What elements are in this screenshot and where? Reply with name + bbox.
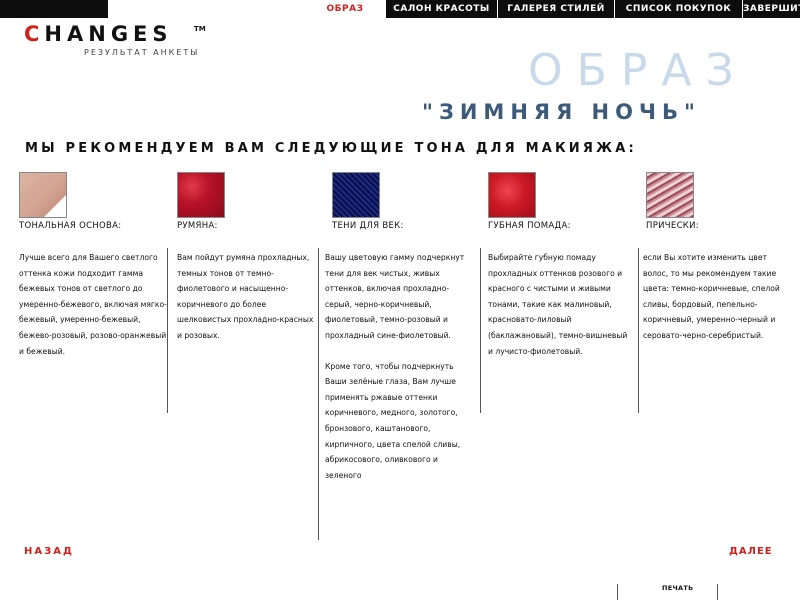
logo-wordmark (24, 22, 173, 46)
next-button[interactable]: ДАЛЕЕ (729, 546, 773, 557)
foundation-label: ТОНАЛЬНАЯ ОСНОВА: (19, 221, 122, 231)
blush-label: РУМЯНА: (177, 221, 218, 231)
foundation-text (19, 250, 169, 374)
logo-trademark: TM (194, 25, 206, 33)
eyeshadow-paragraph-1: Вашу цветовую гамму подчеркнут тени для век чистых, живых оттенков, включая прохладно-серый, черно-коричневый, фиолетовый, темно-розовый и прохладный сине-фиолетовый. (325, 253, 465, 340)
eyeshadow-column (325, 172, 482, 480)
lipstick-text (488, 250, 633, 374)
eyeshadow-paragraph-2: Кроме того, чтобы подчеркнуть Ваши зелёные глаза, Вам лучше применять ржавые оттенки коричневого, медного, золотого, бронзового, каштанового, кирпичного, цвета спелой сливы, абрикосового, оливкового и зеленого (325, 361, 461, 480)
nav-tab-obraz[interactable]: ОБРАЗ (304, 0, 386, 18)
nav-tab-shopping-list[interactable]: СПИСОК ПОКУПОК (614, 0, 742, 18)
column-divider (167, 248, 168, 413)
eyeshadow-text (325, 250, 470, 498)
nav-finish-button[interactable]: ЗАВЕРШИТЬ (742, 0, 800, 18)
changes-logo (24, 22, 206, 57)
lipstick-swatch (488, 172, 536, 218)
logo-subtitle: РЕЗУЛЬТАТ АНКЕТЫ (84, 48, 200, 57)
recommendation-heading: МЫ РЕКОМЕНДУЕМ ВАМ СЛЕДУЮЩИЕ ТОНА ДЛЯ МАКИЯЖА: (25, 141, 637, 156)
blush-column (177, 172, 327, 340)
nav-tab-beauty-salon[interactable]: САЛОН КРАСОТЫ (386, 0, 497, 18)
footer-divider (617, 584, 618, 600)
lipstick-label: ГУБНАЯ ПОМАДА: (488, 221, 571, 231)
blush-swatch (177, 172, 225, 218)
blush-paragraph: Вам пойдут румяна прохладных, темных тонов от темно-фиолетового и насыщенно-коричневого до более шелковистых прохладно-красных и розовых. (177, 253, 314, 340)
logo-rest: HANGES (44, 22, 173, 46)
look-name: "ЗИМНЯЯ НОЧЬ" (422, 100, 701, 124)
column-divider (480, 248, 481, 413)
foundation-paragraph: Лучше всего для Вашего светлого оттенка кожи подходит гамма бежевых тонов от светлого до умеренно-бежевого, включая мягко-бежевый, умеренно-бежевый, бежево-розовый, розово-оранжевый и бежевый. (19, 253, 167, 356)
eyeshadow-swatch (332, 172, 380, 218)
column-divider (318, 248, 319, 540)
back-button[interactable]: НАЗАД (24, 546, 74, 557)
nav-filler (0, 0, 108, 18)
foundation-swatch (19, 172, 67, 218)
lipstick-column (488, 172, 638, 356)
page-title: ОБРАЗ (528, 45, 748, 96)
print-button[interactable]: ПЕЧАТЬ (662, 584, 694, 592)
blush-text (177, 250, 320, 359)
foundation-column (19, 172, 169, 356)
hair-paragraph: если Вы хотите изменить цвет волос, то мы рекомендуем такие цвета: темно-коричневые, спелой сливы, бордовый, пепельно-коричневый, умеренно-черный и серовато-черно-серебристый. (643, 253, 780, 340)
hair-column (643, 172, 796, 340)
footer-divider (717, 584, 718, 600)
nav-tab-style-gallery[interactable]: ГАЛЕРЕЯ СТИЛЕЙ (497, 0, 614, 18)
lipstick-paragraph: Выбирайте губную помаду прохладных оттенков розового и красного с чистыми и живыми тонами, такие как малиновый, красновато-лиловый (баклажановый), темно-вишневый и лучисто-фиолетовый. (488, 253, 628, 356)
eyeshadow-label: ТЕНИ ДЛЯ ВЕК: (332, 221, 404, 231)
top-navigation (0, 0, 812, 19)
logo-first-letter: C (24, 22, 45, 46)
hair-text (643, 250, 785, 359)
hair-label: ПРИЧЕСКИ: (646, 221, 699, 231)
hair-swatch (646, 172, 694, 218)
column-divider (638, 248, 639, 413)
